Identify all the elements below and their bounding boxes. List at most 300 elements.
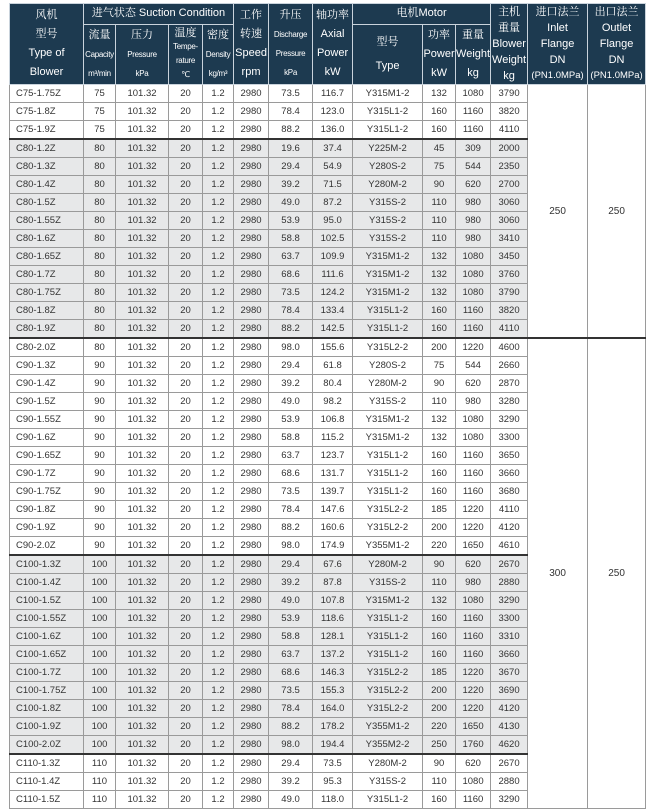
cell-axial-power: 87.2 — [313, 194, 353, 212]
cell-density: 1.2 — [203, 357, 234, 375]
cell-axial-power: 106.8 — [313, 411, 353, 429]
cell-motor-weight: 1080 — [456, 284, 491, 302]
cell-pressure: 101.32 — [116, 501, 169, 519]
cell-motor-power: 45 — [423, 139, 456, 158]
cell-discharge-pressure: 98.0 — [269, 736, 313, 755]
cell-pressure: 101.32 — [116, 791, 169, 809]
cell-motor-weight: 1160 — [456, 121, 491, 140]
cell-discharge-pressure: 49.0 — [269, 791, 313, 809]
cell-motor-weight: 1080 — [456, 429, 491, 447]
cell-temperature: 20 — [169, 230, 203, 248]
cell-motor-weight: 980 — [456, 230, 491, 248]
cell-pressure: 101.32 — [116, 375, 169, 393]
cell-motor-type: Y315M1-2 — [353, 266, 423, 284]
cell-motor-weight: 1220 — [456, 682, 491, 700]
cell-temperature: 20 — [169, 158, 203, 176]
cell-capacity: 75 — [84, 121, 116, 140]
cell-capacity: 100 — [84, 682, 116, 700]
cell-density: 1.2 — [203, 85, 234, 103]
cell-axial-power: 124.2 — [313, 284, 353, 302]
cell-motor-weight: 1160 — [456, 465, 491, 483]
cell-temperature: 20 — [169, 574, 203, 592]
cell-discharge-pressure: 63.7 — [269, 646, 313, 664]
cell-capacity: 90 — [84, 447, 116, 465]
cell-blower-type: C75-1.9Z — [10, 121, 84, 140]
cell-discharge-pressure: 98.0 — [269, 338, 313, 357]
cell-capacity: 110 — [84, 791, 116, 809]
cell-pressure: 101.32 — [116, 248, 169, 266]
cell-temperature: 20 — [169, 212, 203, 230]
cell-axial-power: 80.4 — [313, 375, 353, 393]
cell-temperature: 20 — [169, 447, 203, 465]
cell-blower-weight: 2670 — [491, 555, 528, 574]
cell-motor-power: 90 — [423, 555, 456, 574]
cell-axial-power: 155.3 — [313, 682, 353, 700]
cell-speed: 2980 — [234, 628, 269, 646]
cell-blower-weight: 4110 — [491, 320, 528, 339]
cell-capacity: 110 — [84, 754, 116, 773]
cell-capacity: 80 — [84, 176, 116, 194]
cell-motor-weight: 980 — [456, 574, 491, 592]
cell-blower-type: C80-1.65Z — [10, 248, 84, 266]
cell-blower-weight: 4110 — [491, 501, 528, 519]
cell-motor-type: Y315L1-2 — [353, 103, 423, 121]
cell-density: 1.2 — [203, 284, 234, 302]
cell-blower-weight: 3650 — [491, 447, 528, 465]
cell-pressure: 101.32 — [116, 592, 169, 610]
cell-pressure: 101.32 — [116, 483, 169, 501]
cell-density: 1.2 — [203, 139, 234, 158]
cell-axial-power: 139.7 — [313, 483, 353, 501]
cell-axial-power: 115.2 — [313, 429, 353, 447]
cell-pressure: 101.32 — [116, 85, 169, 103]
cell-blower-weight: 3310 — [491, 628, 528, 646]
cell-capacity: 90 — [84, 465, 116, 483]
cell-blower-weight: 3280 — [491, 393, 528, 411]
cell-blower-type: C90-1.7Z — [10, 465, 84, 483]
cell-motor-power: 110 — [423, 230, 456, 248]
cell-axial-power: 87.8 — [313, 574, 353, 592]
cell-motor-weight: 544 — [456, 158, 491, 176]
cell-pressure: 101.32 — [116, 139, 169, 158]
cell-speed: 2980 — [234, 194, 269, 212]
header-outlet-flange: 出口法兰 Outlet Flange DN (PN1.0MPa) — [588, 4, 646, 85]
cell-blower-type: C90-1.3Z — [10, 357, 84, 375]
cell-motor-type: Y280M-2 — [353, 754, 423, 773]
cell-density: 1.2 — [203, 664, 234, 682]
cell-motor-power: 132 — [423, 411, 456, 429]
cell-motor-type: Y315L1-2 — [353, 465, 423, 483]
cell-pressure: 101.32 — [116, 357, 169, 375]
cell-blower-weight: 3300 — [491, 429, 528, 447]
cell-motor-type: Y315M1-2 — [353, 411, 423, 429]
cell-density: 1.2 — [203, 610, 234, 628]
cell-blower-type: C80-1.9Z — [10, 320, 84, 339]
cell-temperature: 20 — [169, 483, 203, 501]
cell-temperature: 20 — [169, 338, 203, 357]
cell-motor-type: Y315L1-2 — [353, 646, 423, 664]
cell-blower-type: C90-1.6Z — [10, 429, 84, 447]
cell-pressure: 101.32 — [116, 429, 169, 447]
cell-speed: 2980 — [234, 646, 269, 664]
cell-axial-power: 98.2 — [313, 393, 353, 411]
cell-speed: 2980 — [234, 248, 269, 266]
cell-motor-weight: 620 — [456, 375, 491, 393]
cell-axial-power: 54.9 — [313, 158, 353, 176]
cell-speed: 2980 — [234, 682, 269, 700]
cell-blower-type: C100-1.65Z — [10, 646, 84, 664]
cell-motor-type: Y315M1-2 — [353, 248, 423, 266]
cell-speed: 2980 — [234, 574, 269, 592]
cell-speed: 2980 — [234, 592, 269, 610]
cell-pressure: 101.32 — [116, 610, 169, 628]
cell-density: 1.2 — [203, 375, 234, 393]
cell-axial-power: 123.0 — [313, 103, 353, 121]
cell-axial-power: 146.3 — [313, 664, 353, 682]
cell-motor-type: Y315M1-2 — [353, 592, 423, 610]
cell-blower-weight: 3660 — [491, 465, 528, 483]
cell-capacity: 80 — [84, 194, 116, 212]
cell-capacity: 100 — [84, 592, 116, 610]
cell-discharge-pressure: 73.5 — [269, 682, 313, 700]
cell-axial-power: 155.6 — [313, 338, 353, 357]
cell-motor-power: 132 — [423, 266, 456, 284]
cell-motor-power: 160 — [423, 320, 456, 339]
cell-pressure: 101.32 — [116, 103, 169, 121]
cell-capacity: 75 — [84, 85, 116, 103]
cell-temperature: 20 — [169, 266, 203, 284]
cell-motor-power: 160 — [423, 121, 456, 140]
header-pressure: 压力 Pressure kPa — [116, 24, 169, 84]
cell-capacity: 110 — [84, 773, 116, 791]
cell-speed: 2980 — [234, 447, 269, 465]
cell-motor-power: 160 — [423, 791, 456, 809]
cell-density: 1.2 — [203, 429, 234, 447]
cell-blower-weight: 3300 — [491, 610, 528, 628]
cell-speed: 2980 — [234, 103, 269, 121]
cell-speed: 2980 — [234, 176, 269, 194]
cell-blower-weight: 3790 — [491, 284, 528, 302]
cell-blower-weight: 3670 — [491, 664, 528, 682]
cell-discharge-pressure: 78.4 — [269, 700, 313, 718]
cell-pressure: 101.32 — [116, 519, 169, 537]
cell-blower-type: C90-1.55Z — [10, 411, 84, 429]
cell-blower-weight: 3450 — [491, 248, 528, 266]
cell-discharge-pressure: 39.2 — [269, 176, 313, 194]
cell-motor-weight: 1080 — [456, 266, 491, 284]
cell-blower-type: C80-2.0Z — [10, 338, 84, 357]
cell-speed: 2980 — [234, 773, 269, 791]
cell-speed: 2980 — [234, 85, 269, 103]
cell-pressure: 101.32 — [116, 628, 169, 646]
cell-motor-type: Y315S-2 — [353, 194, 423, 212]
cell-blower-type: C80-1.2Z — [10, 139, 84, 158]
cell-motor-type: Y355M2-2 — [353, 736, 423, 755]
cell-discharge-pressure: 78.4 — [269, 501, 313, 519]
cell-temperature: 20 — [169, 139, 203, 158]
cell-density: 1.2 — [203, 447, 234, 465]
cell-blower-type: C110-1.4Z — [10, 773, 84, 791]
cell-temperature: 20 — [169, 194, 203, 212]
cell-blower-weight: 2670 — [491, 754, 528, 773]
cell-discharge-pressure: 98.0 — [269, 537, 313, 556]
cell-blower-type: C100-1.75Z — [10, 682, 84, 700]
cell-density: 1.2 — [203, 628, 234, 646]
cell-blower-type: C80-1.7Z — [10, 266, 84, 284]
cell-density: 1.2 — [203, 773, 234, 791]
cell-blower-weight: 4620 — [491, 736, 528, 755]
cell-discharge-pressure: 49.0 — [269, 592, 313, 610]
cell-axial-power: 137.2 — [313, 646, 353, 664]
cell-axial-power: 109.9 — [313, 248, 353, 266]
cell-capacity: 80 — [84, 230, 116, 248]
cell-pressure: 101.32 — [116, 736, 169, 755]
cell-capacity: 100 — [84, 700, 116, 718]
cell-motor-type: Y280S-2 — [353, 357, 423, 375]
cell-capacity: 100 — [84, 646, 116, 664]
cell-motor-type: Y315L1-2 — [353, 302, 423, 320]
cell-blower-type: C90-1.4Z — [10, 375, 84, 393]
cell-blower-weight: 2880 — [491, 773, 528, 791]
cell-speed: 2980 — [234, 736, 269, 755]
cell-axial-power: 95.3 — [313, 773, 353, 791]
cell-temperature: 20 — [169, 411, 203, 429]
cell-density: 1.2 — [203, 754, 234, 773]
outlet-flange-dn: 250 — [588, 338, 646, 809]
cell-motor-weight: 1220 — [456, 700, 491, 718]
cell-motor-weight: 1080 — [456, 773, 491, 791]
cell-motor-power: 185 — [423, 664, 456, 682]
cell-speed: 2980 — [234, 501, 269, 519]
cell-blower-weight: 3820 — [491, 103, 528, 121]
cell-axial-power: 178.2 — [313, 718, 353, 736]
cell-blower-type: C90-1.8Z — [10, 501, 84, 519]
cell-motor-power: 132 — [423, 592, 456, 610]
cell-motor-weight: 1220 — [456, 664, 491, 682]
cell-pressure: 101.32 — [116, 754, 169, 773]
table-header — [10, 4, 646, 85]
cell-axial-power: 118.6 — [313, 610, 353, 628]
cell-speed: 2980 — [234, 664, 269, 682]
cell-motor-power: 160 — [423, 628, 456, 646]
cell-motor-power: 75 — [423, 357, 456, 375]
header-motor-type: 型号 Type — [353, 24, 423, 84]
cell-capacity: 80 — [84, 139, 116, 158]
cell-density: 1.2 — [203, 302, 234, 320]
cell-motor-weight: 620 — [456, 754, 491, 773]
cell-density: 1.2 — [203, 519, 234, 537]
cell-blower-type: C110-1.5Z — [10, 791, 84, 809]
cell-capacity: 90 — [84, 411, 116, 429]
cell-density: 1.2 — [203, 537, 234, 556]
cell-motor-type: Y315L1-2 — [353, 447, 423, 465]
cell-pressure: 101.32 — [116, 718, 169, 736]
cell-blower-type: C100-1.3Z — [10, 555, 84, 574]
cell-motor-type: Y315M1-2 — [353, 429, 423, 447]
cell-density: 1.2 — [203, 121, 234, 140]
cell-motor-power: 200 — [423, 682, 456, 700]
cell-motor-weight: 980 — [456, 393, 491, 411]
cell-density: 1.2 — [203, 103, 234, 121]
cell-discharge-pressure: 78.4 — [269, 302, 313, 320]
cell-blower-weight: 2700 — [491, 176, 528, 194]
table-row — [10, 85, 646, 103]
cell-discharge-pressure: 58.8 — [269, 230, 313, 248]
cell-pressure: 101.32 — [116, 158, 169, 176]
cell-capacity: 80 — [84, 248, 116, 266]
cell-density: 1.2 — [203, 465, 234, 483]
cell-blower-type: C100-1.9Z — [10, 718, 84, 736]
cell-motor-type: Y315S-2 — [353, 230, 423, 248]
cell-motor-weight: 1160 — [456, 103, 491, 121]
cell-blower-type: C80-1.75Z — [10, 284, 84, 302]
cell-pressure: 101.32 — [116, 700, 169, 718]
cell-density: 1.2 — [203, 700, 234, 718]
cell-motor-weight: 1160 — [456, 646, 491, 664]
cell-pressure: 101.32 — [116, 447, 169, 465]
cell-motor-weight: 1160 — [456, 320, 491, 339]
cell-motor-weight: 309 — [456, 139, 491, 158]
cell-blower-type: C90-2.0Z — [10, 537, 84, 556]
cell-capacity: 90 — [84, 501, 116, 519]
header-motor-weight: 重量 Weight kg — [456, 24, 491, 84]
cell-motor-power: 110 — [423, 574, 456, 592]
cell-blower-weight: 3690 — [491, 682, 528, 700]
cell-density: 1.2 — [203, 338, 234, 357]
cell-pressure: 101.32 — [116, 646, 169, 664]
cell-pressure: 101.32 — [116, 465, 169, 483]
cell-temperature: 20 — [169, 176, 203, 194]
cell-blower-weight: 3410 — [491, 230, 528, 248]
cell-axial-power: 142.5 — [313, 320, 353, 339]
cell-blower-type: C90-1.9Z — [10, 519, 84, 537]
cell-motor-weight: 1160 — [456, 628, 491, 646]
cell-discharge-pressure: 88.2 — [269, 320, 313, 339]
inlet-flange-dn: 300 — [528, 338, 588, 809]
cell-discharge-pressure: 39.2 — [269, 375, 313, 393]
table-row — [10, 338, 646, 357]
cell-motor-type: Y355M1-2 — [353, 537, 423, 556]
cell-density: 1.2 — [203, 248, 234, 266]
cell-pressure: 101.32 — [116, 338, 169, 357]
cell-pressure: 101.32 — [116, 537, 169, 556]
cell-pressure: 101.32 — [116, 682, 169, 700]
header-suction-condition: 进气状态 Suction Condition — [84, 4, 234, 25]
cell-axial-power: 133.4 — [313, 302, 353, 320]
cell-pressure: 101.32 — [116, 302, 169, 320]
cell-temperature: 20 — [169, 664, 203, 682]
cell-blower-weight: 4130 — [491, 718, 528, 736]
cell-motor-weight: 980 — [456, 212, 491, 230]
cell-pressure: 101.32 — [116, 266, 169, 284]
cell-motor-weight: 1160 — [456, 483, 491, 501]
cell-pressure: 101.32 — [116, 176, 169, 194]
cell-axial-power: 102.5 — [313, 230, 353, 248]
cell-motor-power: 220 — [423, 537, 456, 556]
cell-motor-weight: 1160 — [456, 302, 491, 320]
cell-motor-power: 160 — [423, 302, 456, 320]
cell-blower-type: C90-1.75Z — [10, 483, 84, 501]
cell-blower-type: C75-1.75Z — [10, 85, 84, 103]
cell-speed: 2980 — [234, 555, 269, 574]
cell-blower-type: C90-1.5Z — [10, 393, 84, 411]
cell-discharge-pressure: 53.9 — [269, 212, 313, 230]
cell-motor-type: Y315S-2 — [353, 393, 423, 411]
cell-capacity: 80 — [84, 212, 116, 230]
cell-speed: 2980 — [234, 230, 269, 248]
cell-axial-power: 131.7 — [313, 465, 353, 483]
cell-pressure: 101.32 — [116, 664, 169, 682]
cell-density: 1.2 — [203, 646, 234, 664]
cell-motor-type: Y315L2-2 — [353, 682, 423, 700]
cell-temperature: 20 — [169, 736, 203, 755]
cell-capacity: 80 — [84, 320, 116, 339]
cell-blower-weight: 2000 — [491, 139, 528, 158]
cell-density: 1.2 — [203, 266, 234, 284]
cell-axial-power: 107.8 — [313, 592, 353, 610]
cell-axial-power: 95.0 — [313, 212, 353, 230]
cell-motor-weight: 1220 — [456, 501, 491, 519]
cell-density: 1.2 — [203, 592, 234, 610]
header-capacity: 流量 Capacity m³/min — [84, 24, 116, 84]
cell-discharge-pressure: 63.7 — [269, 248, 313, 266]
cell-temperature: 20 — [169, 773, 203, 791]
cell-speed: 2980 — [234, 429, 269, 447]
cell-capacity: 100 — [84, 736, 116, 755]
cell-motor-power: 160 — [423, 483, 456, 501]
cell-discharge-pressure: 29.4 — [269, 357, 313, 375]
cell-motor-power: 220 — [423, 718, 456, 736]
cell-motor-type: Y315L1-2 — [353, 320, 423, 339]
cell-discharge-pressure: 78.4 — [269, 103, 313, 121]
header-blower-weight: 主机 重量 Blower Weight kg — [491, 4, 528, 85]
cell-blower-type: C100-1.4Z — [10, 574, 84, 592]
cell-speed: 2980 — [234, 754, 269, 773]
cell-discharge-pressure: 53.9 — [269, 411, 313, 429]
cell-temperature: 20 — [169, 103, 203, 121]
cell-blower-type: C80-1.8Z — [10, 302, 84, 320]
cell-capacity: 100 — [84, 628, 116, 646]
cell-blower-type: C110-1.3Z — [10, 754, 84, 773]
cell-blower-weight: 3060 — [491, 194, 528, 212]
cell-pressure: 101.32 — [116, 555, 169, 574]
cell-discharge-pressure: 68.6 — [269, 266, 313, 284]
cell-axial-power: 37.4 — [313, 139, 353, 158]
cell-blower-type: C80-1.3Z — [10, 158, 84, 176]
cell-discharge-pressure: 73.5 — [269, 85, 313, 103]
cell-speed: 2980 — [234, 393, 269, 411]
cell-motor-power: 160 — [423, 465, 456, 483]
cell-motor-weight: 1760 — [456, 736, 491, 755]
cell-motor-type: Y315L2-2 — [353, 664, 423, 682]
cell-blower-weight: 2880 — [491, 574, 528, 592]
cell-pressure: 101.32 — [116, 230, 169, 248]
cell-density: 1.2 — [203, 682, 234, 700]
cell-discharge-pressure: 88.2 — [269, 718, 313, 736]
cell-temperature: 20 — [169, 682, 203, 700]
cell-blower-type: C100-1.7Z — [10, 664, 84, 682]
cell-motor-power: 110 — [423, 194, 456, 212]
cell-speed: 2980 — [234, 465, 269, 483]
cell-motor-type: Y225M-2 — [353, 139, 423, 158]
cell-motor-power: 110 — [423, 773, 456, 791]
cell-pressure: 101.32 — [116, 574, 169, 592]
cell-motor-type: Y280M-2 — [353, 375, 423, 393]
cell-axial-power: 194.4 — [313, 736, 353, 755]
cell-motor-power: 110 — [423, 393, 456, 411]
cell-motor-weight: 1160 — [456, 447, 491, 465]
cell-axial-power: 147.6 — [313, 501, 353, 519]
